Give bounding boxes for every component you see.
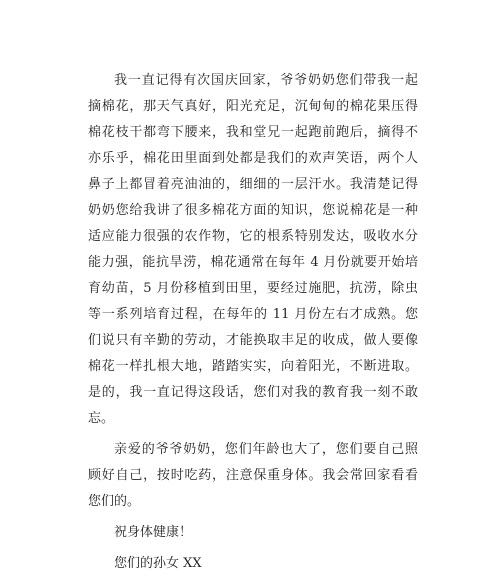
letter-body xyxy=(88,68,418,577)
text-line: 棉花枝干都弯下腰来，我和堂兄一起跑前跑后，摘得不 xyxy=(88,125,418,140)
text-line: 适应能力很强的农作物，它的根系特别发达，吸收水分 xyxy=(88,229,418,244)
text-line: 顾好自己，按时吃药，注意保重身体。我会常回家看看 xyxy=(88,468,418,483)
text-line: 我一直记得有次国庆回家，爷爷奶奶您们带我一起 xyxy=(114,73,418,88)
paragraph-cotton-memory xyxy=(88,68,418,432)
signature: 您们的孙女 XX xyxy=(114,556,202,571)
text-line: 棉花一样扎根大地，踏踏实实，向着阳光，不断进取。 xyxy=(88,359,418,374)
text-line: 等一系列培育过程，在每年的 11 月份左右才成熟。您 xyxy=(88,307,418,322)
text-line: 是的，我一直记得这段话，您们对我的教育我一刻不敢 xyxy=(88,385,418,400)
text-line: 们说只有辛勤的劳动，才能换取丰足的收成，做人要像 xyxy=(88,333,418,348)
closing-wish: 祝身体健康！ xyxy=(114,525,193,540)
text-line: 鼻子上都冒着亮油油的，细细的一层汗水。我清楚记得 xyxy=(88,177,418,192)
text-line: 摘棉花，那天气真好，阳光充足，沉甸甸的棉花果压得 xyxy=(88,99,418,114)
text-line: 能力强，能抗旱涝，棉花通常在每年 4 月份就要开始培 xyxy=(88,255,418,270)
text-line: 忘。 xyxy=(88,411,115,426)
text-line: 奶奶您给我讲了很多棉花方面的知识，您说棉花是一种 xyxy=(88,203,418,218)
text-line: 亦乐乎，棉花田里面到处都是我们的欢声笑语，两个人 xyxy=(88,151,418,166)
text-line: 亲爱的爷爷奶奶，您们年龄也大了，您们要自己照 xyxy=(114,442,418,457)
text-line: 您们的。 xyxy=(88,494,141,509)
text-line: 育幼苗，5 月份移植到田里，要经过施肥，抗涝，除虫 xyxy=(88,281,418,296)
paragraph-care-wishes xyxy=(88,437,418,515)
